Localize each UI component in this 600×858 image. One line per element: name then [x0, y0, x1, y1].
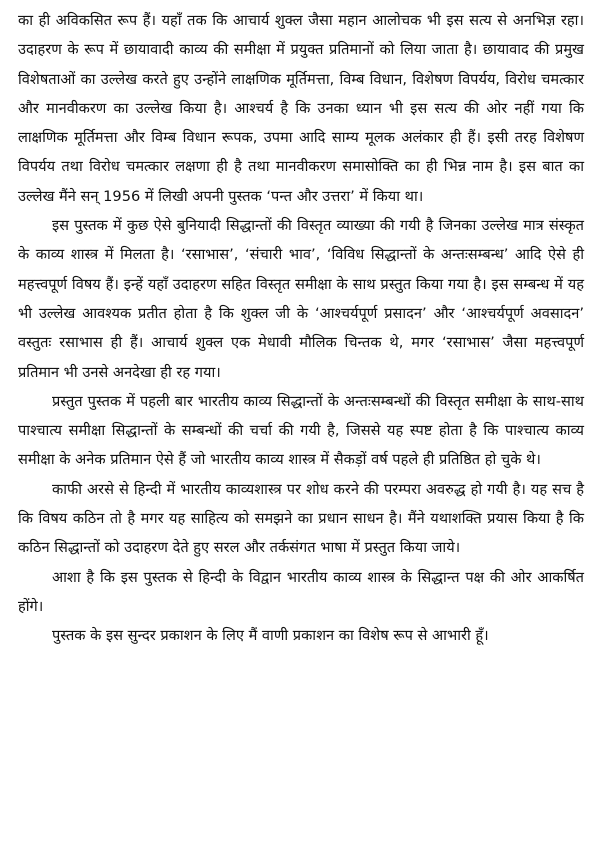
paragraph-1: का ही अविकसित रूप हैं। यहाँ तक कि आचार्य शुक्ल जैसा महान आलोचक भी इस सत्य से अनभिज्ञ रहा। उदाहरण के रूप में छायावादी काव्य की समीक्षा में प्रयुक्त प्रतिमानों को लिया जाता है। छायावाद की प्रमुख विशेषताओं का उल्लेख करते हुए उन्होंने लाक्षणिक मूर्तिमत्ता, विम्ब विधान, विशेषण विपर्यय, विरोध चमत्कार और मानवीकरण का उल्लेख किया है। आश्चर्य है कि उनका ध्यान भी इस सत्य की ओर नहीं गया कि लाक्षणिक मूर्तिमत्ता और विम्ब विधान रूपक, उपमा आदि साम्य मूलक अलंकार ही हैं। इसी तरह विशेषण विपर्यय तथा विरोध चमत्कार लक्षणा ही है तथा मानवीकरण समासोक्ति का ही भिन्न नाम है। इस बात का उल्लेख मैंने सन् 1956 में लिखी अपनी पुस्तक ‘पन्त और उत्तरा’ में किया था। [18, 12, 584, 205]
paragraph-4: काफी अरसे से हिन्दी में भारतीय काव्यशास्त्र पर शोध करने की परम्परा अवरुद्ध हो गयी है। यह सच है कि विषय कठिन तो है मगर यह साहित्य को समझने का प्रधान साधन है। मैंने यथाशक्ति प्रयास किया है कि कठिन सिद्धान्तों को उदाहरण देते हुए सरल और तर्कसंगत भाषा में प्रस्तुत किया जाये। [18, 480, 584, 557]
document-page [18, 6, 584, 852]
paragraph-5: आशा है कि इस पुस्तक से हिन्दी के विद्वान भारतीय काव्य शास्त्र के सिद्धान्त पक्ष की ओर आकर्षित होंगे। [18, 568, 584, 615]
paragraph-6: पुस्तक के इस सुन्दर प्रकाशन के लिए मैं वाणी प्रकाशन का विशेष रूप से आभारी हूँ। [52, 627, 489, 645]
paragraph-2: इस पुस्तक में कुछ ऐसे बुनियादी सिद्धान्तों की विस्तृत व्याख्या की गयी है जिनका उल्लेख मात्र संस्कृत के काव्य शास्त्र में मिलता है। ‘रसाभास’, ‘संचारी भाव’, ‘विविध सिद्धान्तों के अन्तःसम्बन्ध’ आदि ऐसे ही महत्त्वपूर्ण विषय हैं। इन्हें यहाँ उदाहरण सहित विस्तृत समीक्षा के साथ प्रस्तुत किया गया है। इस सम्बन्ध में यह भी उल्लेख आवश्यक प्रतीत होता है कि शुक्ल जी के ‘आश्चर्यपूर्ण प्रसादन’ और ‘आश्चर्यपूर्ण अवसादन’ वस्तुतः रसाभास ही हैं। आचार्य शुक्ल एक मेधावी मौलिक चिन्तक थे, मगर ‘रसाभास’ जैसा महत्त्वपूर्ण प्रतिमान भी उनसे अनदेखा ही रह गया। [18, 217, 584, 381]
paragraph-3: प्रस्तुत पुस्तक में पहली बार भारतीय काव्य सिद्धान्तों के अन्तःसम्बन्धों की विस्तृत समीक्षा के साथ-साथ पाश्चात्य समीक्षा सिद्धान्तों के सम्बन्धों की चर्चा की गयी है, जिससे यह स्पष्ट होता है कि पाश्चात्य काव्य समीक्षा के अनेक प्रतिमान ऐसे हैं जो भारतीय काव्य शास्त्र में सैकड़ों वर्ष पहले ही प्रतिष्ठित हो चुके थे। [18, 392, 584, 469]
